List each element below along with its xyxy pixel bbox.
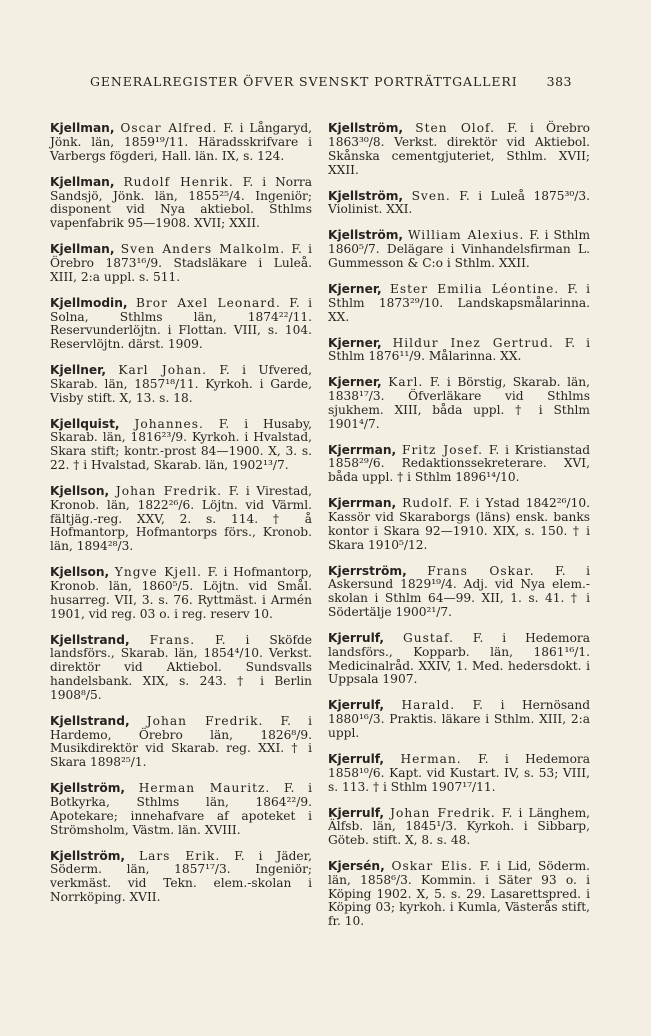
entry-surname: Kjerner, <box>328 335 382 350</box>
entry-surname: Kjersén, <box>328 859 385 874</box>
entry-given-names: Rudolf. <box>402 496 454 511</box>
entry-surname: Kjellstrand, <box>50 713 130 728</box>
entry-surname: Kjerrulf, <box>328 805 385 820</box>
entry-surname: Kjellström, <box>328 188 404 203</box>
register-entry <box>50 485 312 554</box>
entry-surname: Kjerrulf, <box>328 751 385 766</box>
entry-details: F. i Örebro 1873¹⁶/9. Stadsläkare i Luleå. XIII, 2:a uppl. s. 511. <box>50 242 313 284</box>
register-entry <box>328 229 590 270</box>
running-header <box>90 74 572 89</box>
left-column <box>50 110 312 914</box>
right-column <box>328 110 590 938</box>
entry-surname: Kjerrström, <box>328 563 407 578</box>
entry-details: F. i Ystad 1842²⁶/10. Kassör vid Skaraborgs (läns) ensk. banks kontor i Skara 92—1910. XIX, s. 150. † i Skara 1910⁵/12. <box>328 496 591 552</box>
entry-details: F. i Börstig, Skarab. län, 1838¹⁷/3. Öfverläkare vid Sthlms sjukhem. XIII, båda uppl. † i Sthlm 1901⁴/7. <box>328 375 591 431</box>
entry-given-names: Fritz Josef. <box>401 442 483 457</box>
entry-details: F. i Sthlm 1860⁵/7. Delägare i Vinhandelsfirman L. Gummesson & C:o i Sthlm. XXII. <box>328 228 590 270</box>
entry-surname: Kjellmodin, <box>50 295 128 310</box>
entry-surname: Kjellström, <box>50 848 126 863</box>
entry-surname: Kjerner, <box>328 281 382 296</box>
register-entry <box>50 418 312 473</box>
entry-details: F. i Askersund 1829¹⁹/4. Adj. vid Nya elem.-skolan i Sthlm 64—99. XII, 1. s. 41. † i Södertälje 1900²¹/7. <box>328 563 590 619</box>
entry-surname: Kjerrulf, <box>328 630 385 645</box>
entry-given-names: Oskar Elis. <box>391 859 473 874</box>
entry-details: F. i Lid, Söderm. län, 1858⁶/3. Kommin. i Säter 93 o. i Köping 1902. X, 5. s. 29. Lasarettspred. i Köping 03; kyrkoh. i Kumla, Västerås stift, fr. 10. <box>328 859 591 929</box>
entry-given-names: Yngve Kjell. <box>114 565 202 580</box>
register-entry <box>328 860 590 929</box>
entry-details: F. i Hernösand 1880¹⁶/3. Praktis. läkare i Sthlm. XIII, 2:a uppl. <box>328 698 590 740</box>
register-entry <box>328 190 590 218</box>
entry-given-names: Ester Emilia Léontine. <box>389 281 560 296</box>
entry-details: F. i Länghem, Älfsb. län, 1845¹/3. Kyrkoh. i Sibbarp, Göteb. stift. X, 8. s. 48. <box>328 805 591 848</box>
register-entry <box>328 497 590 552</box>
entry-given-names: Harald. <box>401 698 456 713</box>
register-entry <box>50 297 312 352</box>
entry-details: F. i Örebro 1863³⁰/8. Verkst. direktör vid Aktiebol. Skånska cementgjuteriet, Sthlm. XVII; XXII. <box>328 121 591 177</box>
entry-given-names: Herman. <box>400 751 462 766</box>
register-entry <box>50 176 312 231</box>
entry-given-names: Karl. <box>388 375 424 390</box>
entry-details: F. i Långaryd, Jönk. län, 1859¹⁹/11. Häradsskrifvare i Varbergs fögderi, Hall. län. IX, s. 124. <box>50 121 313 163</box>
register-entry <box>50 566 312 621</box>
entry-surname: Kjellström, <box>50 781 126 796</box>
entry-given-names: Gustaf. <box>403 630 454 645</box>
entry-given-names: Sven Anders Malkolm. <box>120 242 286 257</box>
entry-given-names: Karl Johan. <box>118 363 207 378</box>
entry-surname: Kjellquist, <box>50 416 120 431</box>
entry-given-names: Bror Axel Leonard. <box>135 295 281 310</box>
entry-given-names: Hildur Inez Gertrud. <box>392 335 554 350</box>
register-entry <box>328 753 590 794</box>
register-entry <box>50 634 312 703</box>
page-number: 383 <box>546 74 572 89</box>
entry-details: F. i Husaby, Skarab. län, 1816²³/9. Kyrkoh. i Hvalstad, Skara stift; kontr.-prost 84—1900. X, 3. s. 22. † i Hvalstad, Skarab. län, 1902¹³/7. <box>50 416 312 473</box>
entry-details: F. i Kristianstad 1858²⁹/6. Redaktionssekreterare. XVI, båda uppl. † i Sthlm 1896¹⁴/10. <box>328 442 591 485</box>
entry-details: F. i Jäder, Söderm. län, 1857¹⁷/3. Ingeniör; verkmäst. vid Tekn. elem.-skolan i Norrköping. XVII. <box>50 848 312 904</box>
entry-given-names: Lars Erik. <box>139 848 221 863</box>
register-entry <box>328 122 590 177</box>
entry-given-names: Frans Oskar. <box>427 563 535 578</box>
register-entry <box>50 715 312 770</box>
entry-surname: Kjellström, <box>328 228 404 243</box>
entry-details: F. i Sköfde landsförs., Skarab. län, 1854⁴/10. Verkst. direktör vid Aktiebol. Sundsvalls handelsbank. XIX, s. 243. † i Berlin 1908⁸/5. <box>50 632 312 702</box>
entry-surname: Kjellson, <box>50 565 110 580</box>
register-entry <box>328 444 590 485</box>
entry-given-names: Johannes. <box>134 416 204 431</box>
register-entry <box>50 243 312 284</box>
entry-surname: Kjellson, <box>50 484 110 499</box>
register-entry <box>50 782 312 837</box>
entry-details: F. i Norra Sandsjö, Jönk. län, 1855²⁵/4. Ingeniör; disponent vid Nya aktiebol. Sthlms vapenfabrik 95—1908. XVII; XXII. <box>50 174 313 231</box>
entry-details: F. i Hedemora 1858¹⁰/6. Kapt. vid Kustart. IV, s. 53; VIII, s. 113. † i Sthlm 1907¹⁷/11. <box>328 751 591 794</box>
register-entry <box>50 850 312 905</box>
register-entry <box>328 565 590 620</box>
entry-surname: Kjellstrand, <box>50 632 130 647</box>
entry-given-names: Johan Fredrik. <box>115 484 223 499</box>
entry-given-names: William Alexius. <box>407 228 525 243</box>
header-title: GENERALREGISTER ÖFVER SVENSKT PORTRÄTTGALLERI <box>90 74 518 89</box>
entry-given-names: Oscar Alfred. <box>120 121 218 136</box>
entry-given-names: Rudolf Henrik. <box>123 174 234 189</box>
entry-surname: Kjellner, <box>50 363 107 378</box>
entry-details: F. i Luleå 1875³⁰/3. Violinist. XXI. <box>328 188 591 217</box>
entry-surname: Kjerner, <box>328 375 382 390</box>
entry-details: F. i Sthlm 1873²⁹/10. Landskapsmålarinna. XX. <box>328 281 590 324</box>
entry-surname: Kjellman, <box>50 121 115 136</box>
register-entry <box>328 807 590 848</box>
entry-given-names: Johan Fredrik. <box>146 713 264 728</box>
entry-details: F. i Botkyrka, Sthlms län, 1864²²/9. Apotekare; innehafvare af apoteket i Strömsholm, Västm. län. XVIII. <box>50 781 313 837</box>
entry-details: F. i Ufvered, Skarab. län, 1857¹⁸/11. Kyrkoh. i Garde, Visby stift. X, 13. s. 18. <box>50 363 312 405</box>
entry-surname: Kjerrman, <box>328 496 397 511</box>
entry-surname: Kjerrman, <box>328 442 397 457</box>
entry-details: F. i Solna, Sthlms län, 1874²²/11. Reservunderlöjtn. i Flottan. VIII, s. 104. Reservlöjtn. därst. 1909. <box>50 295 313 352</box>
register-entry <box>328 337 590 365</box>
entry-given-names: Johan Fredrik. <box>390 805 496 820</box>
entry-surname: Kjellström, <box>328 121 404 136</box>
register-entry <box>328 376 590 431</box>
entry-details: F. i Hofmantorp, Kronob. län, 1860⁵/5. Löjtn. vid Smål. husarreg. VII, 3. s. 76. Ryttmäst. i Armén 1901, vid reg. 03 o. i reg. reserv 10. <box>50 565 313 621</box>
entry-surname: Kjerrulf, <box>328 698 385 713</box>
entry-given-names: Frans. <box>149 632 196 647</box>
entry-given-names: Herman Mauritz. <box>138 781 271 796</box>
register-entry <box>328 283 590 324</box>
register-entry <box>50 122 312 163</box>
entry-surname: Kjellman, <box>50 174 115 189</box>
entry-details: F. i Sthlm 1876¹¹/9. Målarinna. XX. <box>328 335 590 364</box>
entry-details: F. i Hardemo, Örebro län, 1826⁸/9. Musikdirektör vid Skarab. reg. XXI. † i Skara 1898²⁵/1. <box>50 713 313 770</box>
register-entry <box>328 699 590 740</box>
register-entry <box>328 632 590 687</box>
register-entry <box>50 364 312 405</box>
entry-surname: Kjellman, <box>50 242 115 257</box>
entry-given-names: Sven. <box>411 188 451 203</box>
entry-details: F. i Hedemora landsförs., Kopparb. län, 1861¹⁶/1. Medicinalråd. XXIV, 1. Med. hedersdokt. i Uppsala 1907. <box>328 630 591 687</box>
entry-details: F. i Virestad, Kronob. län, 1822²⁶/6. Löjtn. vid Värml. fältjäg.-reg. XXV, 2. s. 114. † å Hofmantorp, Hofmantorps förs., Kronob. län, 1894²⁸/3. <box>50 484 313 554</box>
entry-given-names: Sten Olof. <box>415 121 495 136</box>
